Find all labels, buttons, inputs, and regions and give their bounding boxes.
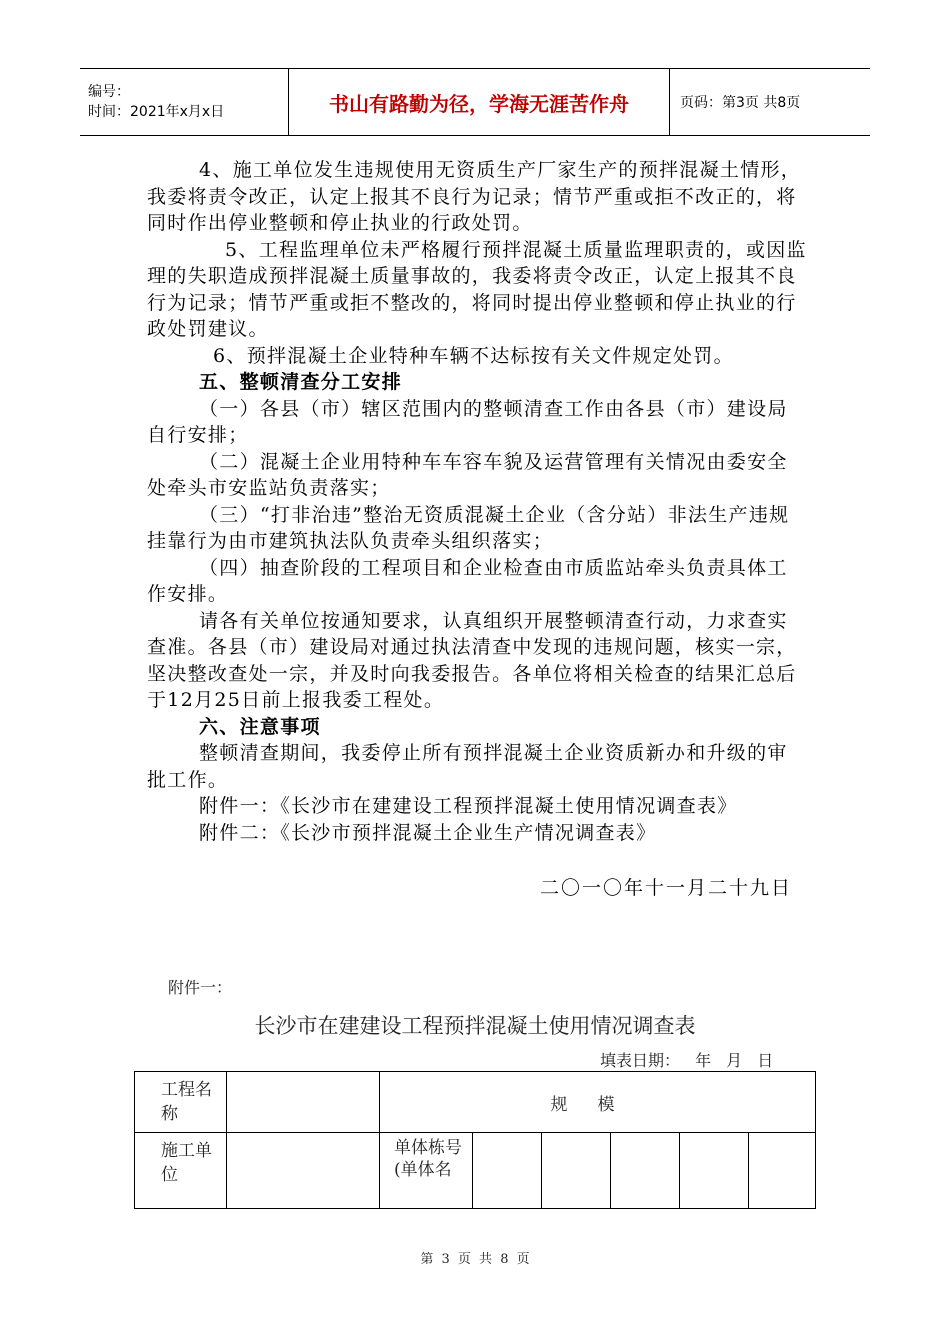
- section-heading: 五、整顿清查分工安排: [199, 371, 403, 393]
- header-meta: [80, 69, 289, 136]
- paragraph: （二）混凝土企业用特种车车容车貌及运营管理有关情况由委安全处牵头市安监站负责落实；: [147, 450, 788, 499]
- attachment-label: 附件一：: [168, 978, 233, 997]
- survey-table: [134, 1071, 816, 1209]
- paragraph: （一）各县（市）辖区范围内的整顿清查工作由各县（市）建设局自行安排；: [147, 397, 788, 446]
- paragraph: 整顿清查期间，我委停止所有预拌混凝土企业资质新办和升级的审批工作。: [147, 742, 788, 791]
- project-name-label: 工程名称: [135, 1072, 227, 1133]
- page-footer: 第 3 页 共 8 页: [420, 1252, 530, 1267]
- scale-label: 规模: [380, 1072, 816, 1133]
- table-cell[interactable]: [473, 1133, 542, 1209]
- document-time: 时间：2021年x月x日: [88, 104, 225, 120]
- paragraph: （三）“打非治违”整治无资质混凝土企业（含分站）非法生产违规挂靠行为由市建筑执法队负责牵头组织落实；: [147, 503, 790, 552]
- attachment-line: 附件一：《长沙市在建建设工程预拌混凝土使用情况调查表》: [199, 795, 738, 817]
- building-label: 单体栋号(单体名: [380, 1133, 473, 1209]
- table-cell[interactable]: [611, 1133, 680, 1209]
- attachment-line: 附件二：《长沙市预拌混凝土企业生产情况调查表》: [199, 821, 657, 844]
- section-heading: 六、注意事项: [199, 715, 321, 738]
- header-page-info: 页码：第3页 共8页: [670, 69, 871, 136]
- paragraph: 6、预拌混凝土企业特种车辆不达标按有关文件规定处罚。: [213, 344, 734, 367]
- fill-date: 填表日期： 年 月 日: [600, 1051, 774, 1070]
- construction-unit-label: 施工单位: [135, 1133, 227, 1209]
- document-body: [147, 157, 807, 846]
- paragraph: 4、施工单位发生违规使用无资质生产厂家生产的预拌混凝土情形，我委将责令改正，认定上报其不良行为记录；情节严重或拒不改正的，将同时作出停业整顿和停止执业的行政处罚。: [147, 159, 802, 234]
- paragraph: （四）抽查阶段的工程项目和企业检查由市质监站牵头负责具体工作安排。: [147, 556, 788, 605]
- table-title: 长沙市在建建设工程预拌混凝土使用情况调查表: [254, 1014, 696, 1038]
- construction-unit-value[interactable]: [227, 1133, 380, 1209]
- document-date: 二〇一〇年十一月二十九日: [540, 877, 793, 899]
- table-cell[interactable]: [680, 1133, 749, 1209]
- table-cell[interactable]: [749, 1133, 816, 1209]
- header-motto: 书山有路勤为径，学海无涯苦作舟: [289, 69, 670, 136]
- paragraph: 请各有关单位按通知要求，认真组织开展整顿清查行动，力求查实查准。各县（市）建设局对通过执法清查中发现的违规问题，核实一宗，坚决整改查处一宗，并及时向我委报告。各单位将相关检查的结果汇总后于12月25日前上报我委工程处。: [147, 609, 797, 711]
- paragraph: 5、工程监理单位未严格履行预拌混凝土质量监理职责的，或因监理的失职造成预拌混凝土质量事故的，我委将责令改正，认定上报其不良行为记录；情节严重或拒不整改的，将同时提出停业整顿和停止执业的行政处罚建议。: [147, 238, 807, 340]
- project-name-value[interactable]: [227, 1072, 380, 1133]
- document-number-label: 编号：: [88, 84, 130, 100]
- table-cell[interactable]: [542, 1133, 611, 1209]
- document-header: [80, 68, 870, 136]
